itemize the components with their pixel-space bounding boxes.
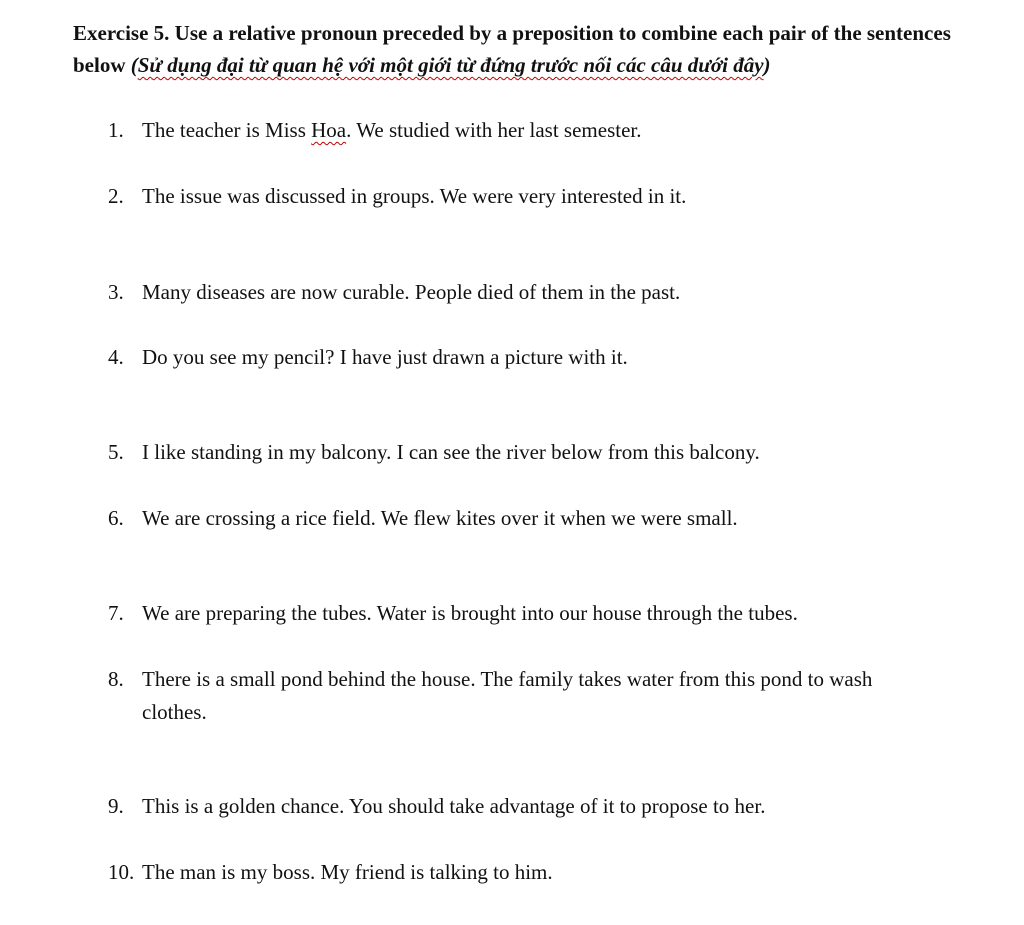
item-number: 1. xyxy=(108,118,124,142)
item-text: This is a golden chance. You should take advantage of it to propose to her. xyxy=(142,794,766,818)
exercise-item-6 xyxy=(108,502,928,535)
exercise-item-2 xyxy=(108,180,928,213)
exercise-item-8 xyxy=(108,663,928,729)
viet-paren-close: ) xyxy=(763,53,771,77)
exercise-item-10 xyxy=(108,856,928,889)
item-number: 9. xyxy=(108,794,124,818)
item-text: We are crossing a rice field. We flew kites over it when we were small. xyxy=(142,506,738,530)
exercise-item-4 xyxy=(108,341,928,374)
item-text-part: The teacher is Miss xyxy=(142,118,312,142)
item-number: 7. xyxy=(108,601,124,625)
item-text: The issue was discussed in groups. We were very interested in it. xyxy=(142,184,687,208)
item-text: Many diseases are now curable. People died of them in the past. xyxy=(142,280,681,304)
exercise-heading xyxy=(73,17,953,81)
item-text xyxy=(142,114,928,147)
item-number: 2. xyxy=(108,184,124,208)
item-text: The man is my boss. My friend is talking to him. xyxy=(142,860,553,884)
vietnamese-instruction: Sử dụng đại từ quan hệ với một giới từ đứng trước nối các câu dưới đây xyxy=(137,53,764,77)
item-number: 5. xyxy=(108,440,124,464)
exercise-item-5 xyxy=(108,436,928,469)
exercise-title: Exercise 5. Use a relative pronoun preceded by a preposition to combine each pair of the sentences below xyxy=(73,21,951,77)
exercise-item-9 xyxy=(108,790,928,823)
item-text: We are preparing the tubes. Water is brought into our house through the tubes. xyxy=(142,601,798,625)
item-text-part: . We studied with her last semester. xyxy=(346,118,642,142)
item-number: 10. xyxy=(108,860,135,884)
item-number: 6. xyxy=(108,506,124,530)
item-text: There is a small pond behind the house. The family takes water from this pond to wash clothes. xyxy=(142,667,873,724)
exercise-item-3 xyxy=(108,276,928,309)
item-text: Do you see my pencil? I have just drawn a picture with it. xyxy=(142,345,628,369)
item-number: 8. xyxy=(108,667,124,691)
viet-paren-open: ( xyxy=(130,53,138,77)
item-number: 3. xyxy=(108,280,124,304)
exercise-item-1 xyxy=(108,114,928,147)
item-text: I like standing in my balcony. I can see the river below from this balcony. xyxy=(142,440,760,464)
exercise-item-7 xyxy=(108,597,928,630)
item-number: 4. xyxy=(108,345,124,369)
spellcheck-word: Hoa xyxy=(311,118,347,142)
